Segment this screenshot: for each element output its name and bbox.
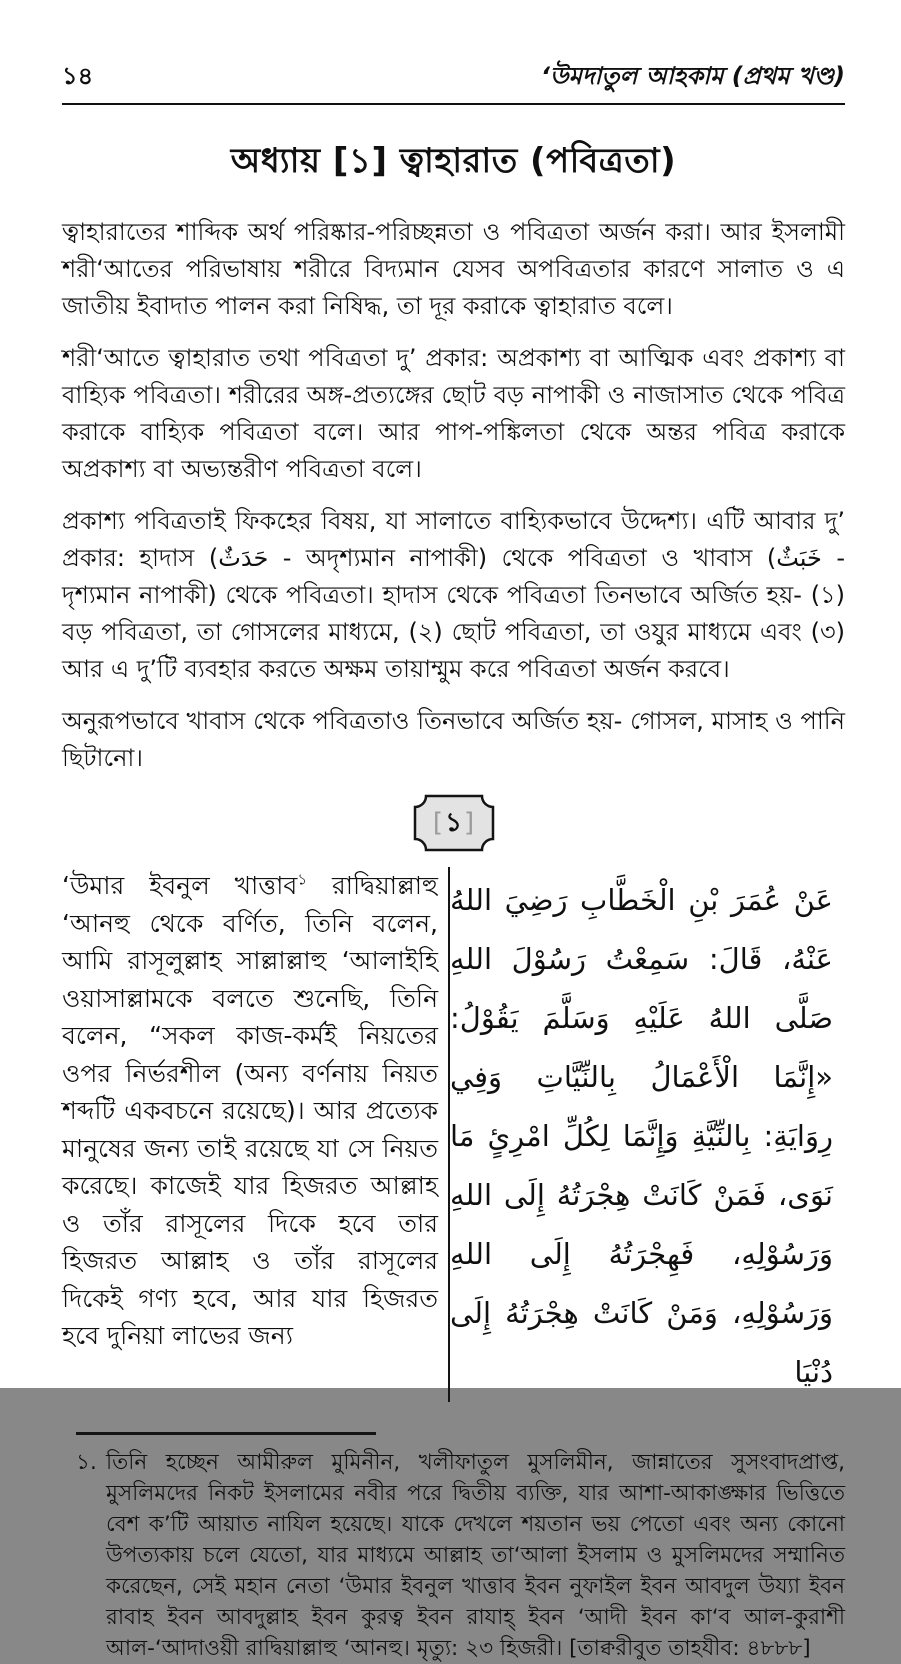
paragraph-taharah-meaning: ত্বাহারাতের শাব্দিক অর্থ পরিষ্কার-পরিচ্ছন্নতা ও পবিত্রতা অর্জন করা। আর ইসলামী শরী‘আতের পরিভাষায় শরীরে বিদ্যমান যেসব অপবিত্রতার কারণে সালাত ও এ জাতীয় ইবাদাত পালন করা নিষিদ্ধ, তা দূর করাকে ত্বাহারাত বলে। [62, 218, 845, 320]
footnote-reference-marker: ১ [297, 870, 308, 889]
open-bracket: [ [432, 808, 444, 838]
paragraph-hadath-khabath: প্রকাশ্য পবিত্রতাই ফিকহের বিষয়, যা সালাতে বাহ্যিকভাবে উদ্দেশ্য। এটি আবার দু’ প্রকার: হাদাস (حَدَثٌ - অদৃশ্যমান নাপাকী) থেকে পবিত্রতা ও খাবাস (خَبَثٌ - দৃশ্যমান নাপাকী) থেকে পবিত্রতা। হাদাস থেকে পবিত্রতা তিনভাবে অর্জিত হয়- (১) বড় পবিত্রতা, তা গোসলের মাধ্যমে, (২) ছোট পবিত্রতা, তা ওযুর মাধ্যমে এবং (৩) আর এ দু’টি ব্যবহার করতে অক্ষম তায়াম্মুম করে পবিত্রতা অর্জন করবে। [62, 507, 845, 683]
hadith-bangla-before: ‘উমার ইবনুল খাত্তাব [62, 871, 298, 900]
hadith-bangla-translation [62, 867, 448, 1402]
page-number: ১৪ [62, 62, 94, 90]
footnote [62, 1447, 845, 1664]
close-bracket: ] [463, 808, 475, 838]
hadith-arabic-text: عَنْ عُمَرَ بْنِ الْخَطَّابِ رَضِيَ اللهُ عَنْهُ، قَالَ: سَمِعْتُ رَسُوْلَ اللهِ صَلَّى اللهُ عَلَيْهِ وَسَلَّمَ يَقُوْلُ: «إِنَّمَا الْأَعْمَالُ بِالنِّيَّاتِ وَفِي رِوَايَةِ: بِالنِّيَّةِ وَإِنَّمَا لِكُلِّ امْرِئٍ مَا نَوَى، فَمَنْ كَانَتْ هِجْرَتُهُ إِلَى اللهِ وَرَسُوْلِهِ، فَهِجْرَتُهُ إِلَى اللهِ وَرَسُوْلِهِ، وَمَنْ كَانَتْ هِجْرَتُهُ إِلَى دُنْيَا [450, 883, 833, 1389]
hadith-number-badge [412, 793, 496, 853]
footnote-divider [76, 1432, 376, 1435]
footnote-text: তিনি হচ্ছেন আমীরুল মুমিনীন, খলীফাতুল মুসলিমীন, জান্নাতের সুসংবাদপ্রাপ্ত, মুসলিমদের নিকট ইসলামের নবীর পরে দ্বিতীয় ব্যক্তি, যার আশা-আকাঙ্ক্ষার ভিত্তিতে বেশ ক’টি আয়াত নাযিল হয়েছে। যাকে দেখলে শয়তান ভয় পেতো এবং অন্য কোনো উপত্যকায় চলে যেতো, যার মাধ্যমে আল্লাহ তা‘আলা ইসলাম ও মুসলিমদের সম্মানিত করেছেন, সেই মহান নেতা ‘উমার ইবনুল খাত্তাব ইবন নুফাইল ইবন আবদুল উয্যা ইবন রাবাহ ইবন আবদুল্লাহ ইবন কুরত্ব ইবন রাযাহ্ ইবন ‘আদী ইবন কা‘ব আল-কুরাশী আল-‘আদাওয়ী রাদ্বিয়াল্লাহু ‘আনহু। মৃত্যু: ২৩ হিজরী। [তাক্বরীবুত তাহযীব: ৪৮৮৮] [106, 1450, 845, 1661]
hadith-badge-container [62, 793, 845, 853]
body-text [62, 214, 845, 777]
footnote-number: ১. [76, 1450, 97, 1475]
chapter-title: অধ্যায় [১] ত্বাহারাত (পবিত্রতা) [230, 141, 677, 181]
hadith-number: ১ [445, 808, 462, 838]
paragraph-khabath-methods: অনুরূপভাবে খাবাস থেকে পবিত্রতাও তিনভাবে অর্জিত হয়- গোসল, মাসাহ ও পানি ছিটানো। [62, 707, 845, 772]
running-header [62, 58, 845, 105]
paragraph-taharah-types: শরী‘আতে ত্বাহারাত তথা পবিত্রতা দু’ প্রকার: অপ্রকাশ্য বা আত্মিক এবং প্রকাশ্য বা বাহ্যিক পবিত্রতা। শরীরের অঙ্গ-প্রত্যঙ্গের ছোট বড় নাপাকী ও নাজাসাত থেকে পবিত্র করাকে বাহ্যিক পবিত্রতা বলে। আর পাপ-পঙ্কিলতা থেকে অন্তর পবিত্র করাকে অপ্রকাশ্য বা অভ্যন্তরীণ পবিত্রতা বলে। [62, 344, 845, 483]
book-title: ‘উমদাতুল আহকাম (প্রথম খণ্ড) [540, 62, 845, 90]
hadith-number-label [412, 793, 496, 853]
hadith-section [62, 867, 845, 1402]
hadith-bangla-after: রাদ্বিয়াল্লাহু ‘আনহু থেকে বর্ণিত, তিনি বলেন, আমি রাসূলুল্লাহ সাল্লাল্লাহু ‘আলাইহি ওয়াসাল্লামকে বলতে শুনেছি, তিনি বলেন, “সকল কাজ-কর্মই নিয়তের ওপর নির্ভরশীল (অন্য বর্ণনায় নিয়ত শব্দটি একবচনে রয়েছে)। আর প্রত্যেক মানুষের জন্য তাই রয়েছে যা সে নিয়ত করেছে। কাজেই যার হিজরত আল্লাহ ও তাঁর রাসূলের দিকে হবে তার হিজরত আল্লাহ ও তাঁর রাসূলের দিকেই গণ্য হবে, আর যার হিজরত হবে দুনিয়া লাভের জন্য [62, 871, 438, 1350]
